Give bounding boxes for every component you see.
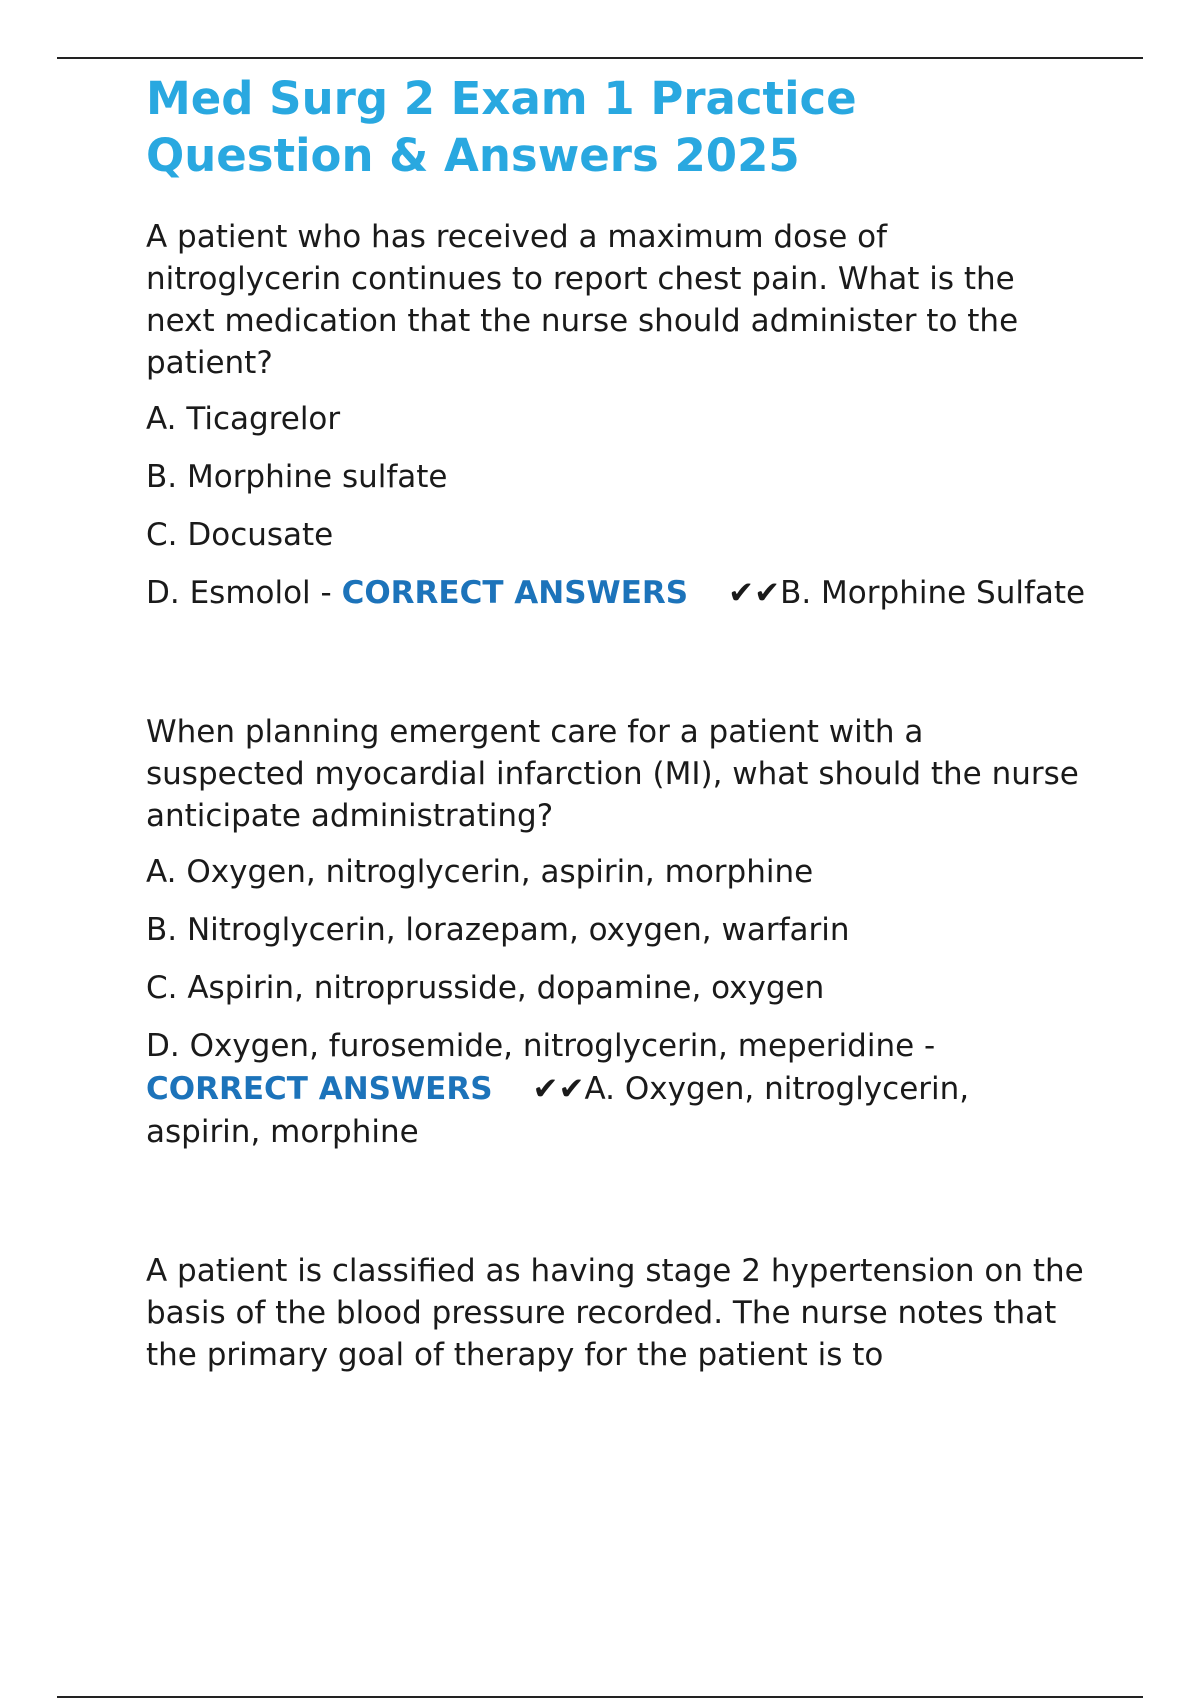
answer-option: B. Nitroglycerin, lorazepam, oxygen, warfarin (146, 912, 850, 948)
correct-answers-label: CORRECT ANSWERS (146, 1071, 493, 1107)
correct-answer-text: A. Oxygen, nitroglycerin, aspirin, morphine (146, 1071, 970, 1150)
question-text: When planning emergent care for a patient with a suspected myocardial infarction (MI), what should the nurse anticipate administrating? (146, 714, 1079, 834)
final-option-with-answer (146, 1025, 1086, 1154)
final-option-with-answer (146, 572, 1086, 615)
answer-option: A. Ticagrelor (146, 401, 341, 437)
question-text: A patient is classified as having stage 2 hypertension on the basis of the blood pressure recorded. The nurse notes that the primary goal of therapy for the patient is to (146, 1253, 1084, 1373)
bottom-rule (57, 1696, 1143, 1698)
document-page (146, 70, 1086, 1390)
check-mark-icon: ✔✔ (532, 1071, 585, 1107)
question-block-1 (146, 216, 1086, 615)
question-text: A patient who has received a maximum dose of nitroglycerin continues to report chest pain. What is the next medication that the nurse should administer to the patient? (146, 219, 1019, 381)
answer-option: C. Docusate (146, 517, 334, 553)
document-title: Med Surg 2 Exam 1 Practice Question & Answers 2025 (146, 72, 857, 182)
top-rule (57, 57, 1143, 59)
answer-option: C. Aspirin, nitroprusside, dopamine, oxygen (146, 970, 825, 1006)
correct-answers-label: CORRECT ANSWERS (341, 575, 689, 611)
answer-option: D. Esmolol - (146, 575, 342, 611)
check-mark-icon: ✔✔ (728, 575, 781, 611)
answer-option: A. Oxygen, nitroglycerin, aspirin, morphine (146, 854, 814, 890)
question-block-3 (146, 1250, 1086, 1376)
answer-option: B. Morphine sulfate (146, 459, 448, 495)
question-block-2 (146, 711, 1086, 1154)
answer-option: D. Oxygen, furosemide, nitroglycerin, meperidine - (146, 1028, 936, 1064)
correct-answer-text: B. Morphine Sulfate (780, 575, 1086, 611)
